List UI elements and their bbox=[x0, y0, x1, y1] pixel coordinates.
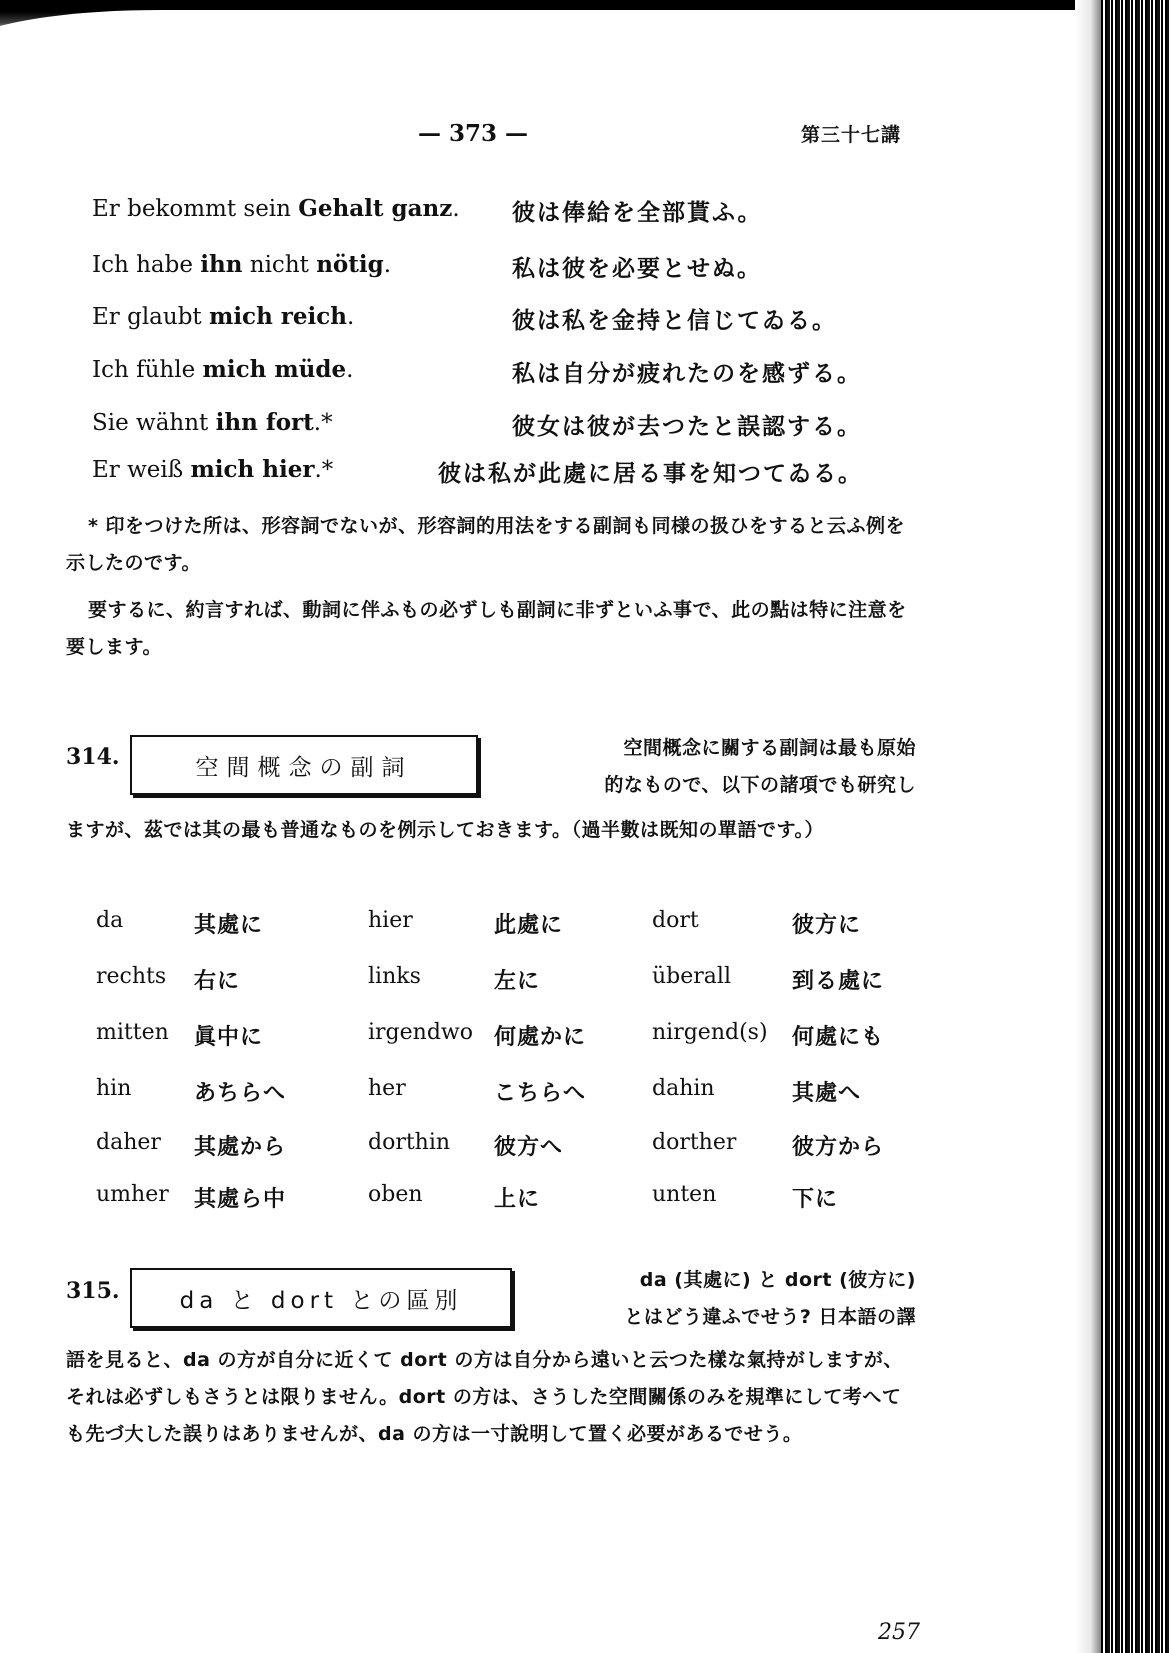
vocab-de: dorthin bbox=[368, 1130, 451, 1155]
vocab-ja: 彼方に bbox=[792, 913, 862, 938]
vocab-ja: 左に bbox=[494, 969, 541, 994]
vocab-ja: 上に bbox=[494, 1187, 541, 1212]
vocab-ja: 其處に bbox=[194, 913, 264, 938]
vocab-de: links bbox=[368, 964, 421, 989]
vocab-de: hin bbox=[96, 1076, 132, 1101]
section-315-title: da と dort との區別 bbox=[130, 1268, 512, 1328]
vocab-de: unten bbox=[652, 1182, 717, 1207]
vocab-ja: 彼方から bbox=[792, 1135, 885, 1160]
example-japanese: 彼女は彼が去つたと誤認する。 bbox=[512, 414, 862, 440]
section-314-title: 空間概念の副詞 bbox=[130, 735, 478, 795]
vocab-ja: 彼方へ bbox=[494, 1135, 564, 1160]
example-german: Sie wähnt ihn fort.* bbox=[92, 409, 333, 436]
vocab-de: her bbox=[368, 1076, 406, 1101]
book-page-edges bbox=[1101, 0, 1169, 1653]
vocab-de: da bbox=[96, 908, 124, 933]
example-row bbox=[92, 355, 353, 383]
vocab-ja: 右に bbox=[194, 969, 241, 994]
section-315-body: 語を見ると、da の方が自分に近くて dort の方は自分から遠いと云つた樣な氣持がしますが、それは必ずしもさうとは限りません。dort の方は、さうした空間關係のみを規準にして考へても先づ大した誤りはありませんが、da の方は一寸說明して置く必要があるでせう。 bbox=[66, 1349, 903, 1445]
section-315-number: 315. bbox=[66, 1278, 120, 1304]
vocab-de: dorther bbox=[652, 1130, 737, 1155]
page-top-curve bbox=[0, 10, 1100, 70]
vocab-de: mitten bbox=[96, 1020, 169, 1045]
chapter-title: 第三十七講 bbox=[801, 124, 902, 146]
vocab-ja: こちらへ bbox=[494, 1081, 587, 1106]
example-german: Ich fühle mich müde. bbox=[92, 356, 354, 383]
section-314-body: ますが、茲では其の最も普通なものを例示しておきます。（過半數は既知の單語です。） bbox=[66, 819, 824, 841]
example-german: Er weiß mich hier.* bbox=[92, 456, 334, 483]
footnote: * 印をつけた所は、形容詞でないが、形容詞的用法をする副詞も同様の扱ひをすると云ふ例を示したのです。 bbox=[66, 515, 906, 574]
vocab-ja: 到る處に bbox=[792, 969, 885, 994]
intro-line: 空間概念に關する副詞は最も原始 bbox=[623, 737, 916, 759]
example-german: Er bekommt sein Gehalt ganz. bbox=[92, 195, 460, 222]
vocab-de: dort bbox=[652, 908, 699, 933]
vocab-de: oben bbox=[368, 1182, 423, 1207]
vocab-ja: 何處にも bbox=[792, 1025, 885, 1050]
vocab-de: dahin bbox=[652, 1076, 715, 1101]
vocab-ja: 其處から bbox=[194, 1135, 287, 1160]
section-315-intro bbox=[530, 1262, 916, 1336]
example-row bbox=[92, 455, 333, 483]
running-page-number: — 373 — bbox=[418, 120, 529, 147]
example-row bbox=[92, 408, 333, 436]
section-314-number: 314. bbox=[66, 744, 120, 770]
example-japanese: 私は彼を必要とせぬ。 bbox=[512, 256, 762, 282]
vocab-de: irgendwo bbox=[368, 1020, 473, 1045]
example-japanese: 私は自分が疲れたのを感ずる。 bbox=[512, 361, 862, 387]
vocab-ja: 此處に bbox=[494, 913, 564, 938]
vocab-ja: 何處かに bbox=[494, 1025, 587, 1050]
vocab-de: rechts bbox=[96, 964, 167, 989]
example-japanese: 彼は俸給を全部貰ふ。 bbox=[512, 200, 763, 226]
intro-line: とはどう違ふでせう? 日本語の譯 bbox=[624, 1306, 916, 1328]
intro-line: da (其處に) と dort (彼方に) bbox=[639, 1269, 916, 1291]
book-gutter-shadow bbox=[1075, 0, 1101, 1653]
vocab-de: nirgend(s) bbox=[652, 1020, 768, 1045]
vocab-de: hier bbox=[368, 908, 413, 933]
summary-paragraph: 要するに、約言すれば、動詞に伴ふもの必ずしも副詞に非ずといふ事で、此の點は特に注意を要します。 bbox=[66, 599, 907, 658]
vocab-de: daher bbox=[96, 1130, 161, 1155]
example-row bbox=[92, 302, 354, 330]
section-314-intro bbox=[500, 730, 916, 804]
vocab-ja: 眞中に bbox=[194, 1025, 264, 1050]
vocab-ja: 其處ら中 bbox=[194, 1187, 287, 1212]
intro-line: 的なもので、以下の諸項でも研究し bbox=[604, 774, 916, 796]
vocab-de: überall bbox=[652, 964, 731, 989]
example-row bbox=[92, 194, 460, 222]
vocab-de: umher bbox=[96, 1182, 169, 1207]
example-row bbox=[92, 250, 391, 278]
example-german: Ich habe ihn nicht nötig. bbox=[92, 251, 392, 278]
example-japanese: 彼は私が此處に居る事を知つてゐる。 bbox=[438, 461, 863, 487]
vocab-ja: 其處へ bbox=[792, 1081, 862, 1106]
example-japanese: 彼は私を金持と信じてゐる。 bbox=[512, 308, 837, 334]
example-german: Er glaubt mich reich. bbox=[92, 303, 355, 330]
page-number: 257 bbox=[878, 1620, 920, 1645]
vocab-ja: あちらへ bbox=[194, 1081, 287, 1106]
vocab-ja: 下に bbox=[792, 1187, 839, 1212]
